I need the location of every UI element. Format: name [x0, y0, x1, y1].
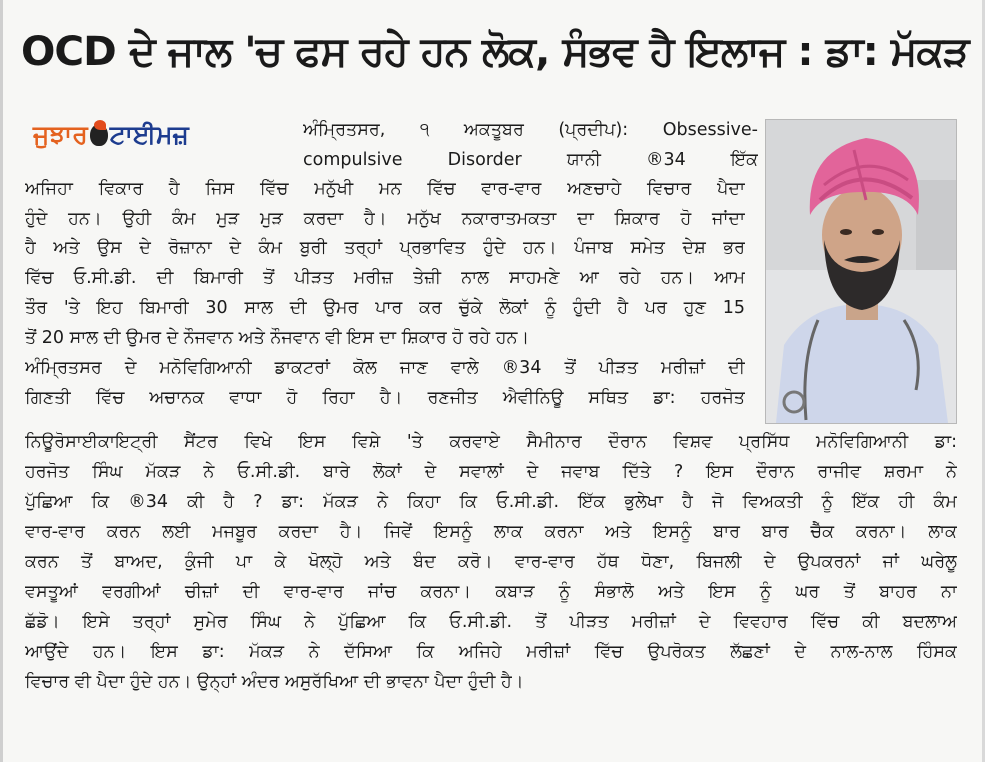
article-line: ਕਰਨ ਤੋਂ ਬਾਅਦ, ਕੁੰਜੀ ਪਾ ਕੇ ਖੋਲ੍ਹੋ ਅਤੇ ਬੰਦ ਕਰੋ। ਵਾਰ-ਵਾਰ ਹੱਥ ਧੋਣਾ, ਬਿਜਲੀ ਦੇ ਉਪਕਰਨਾਂ ਜਾਂ ਘਰੇਲੂ — [25, 552, 957, 572]
logo-text-part2: ਟਾਈਮਜ਼ — [109, 120, 189, 149]
article-line: ਨਿਊਰੋਸਾਈਕਾਇਟ੍ਰੀ ਸੈਂਟਰ ਵਿਖੇ ਇਸ ਵਿਸ਼ੇ 'ਤੇ ਕਰਵਾਏ ਸੈਮੀਨਾਰ ਦੌਰਾਨ ਵਿਸ਼ਵ ਪ੍ਰਸਿੱਧ ਮਨੋਵਿਗਿਆਨੀ ਡਾ: — [25, 432, 957, 452]
article-line: ਅੰਮ੍ਰਿਤਸਰ ਦੇ ਮਨੋਵਿਗਿਆਨੀ ਡਾਕਟਰਾਂ ਕੋਲ ਜਾਣ ਵਾਲੇ ®34 ਤੋਂ ਪੀੜਤ ਮਰੀਜ਼ਾਂ ਦੀ — [25, 358, 745, 378]
article-line: ਪੁੱਛਿਆ ਕਿ ®34 ਕੀ ਹੈ ? ਡਾ: ਮੱਕੜ ਨੇ ਕਿਹਾ ਕਿ ਓ.ਸੀ.ਡੀ. ਇੱਕ ਭੁਲੇਖਾ ਹੈ ਜੋ ਵਿਅਕਤੀ ਨੂੰ ਇੱਕ ਹੀ ਕੰਮ — [25, 492, 957, 512]
article-line: ਹੁੰਦੇ ਹਨ। ਉਹੀ ਕੰਮ ਮੁੜ ਮੁੜ ਕਰਦਾ ਹੈ। ਮਨੁੱਖ ਨਕਾਰਾਤਮਕਤਾ ਦਾ ਸ਼ਿਕਾਰ ਹੋ ਜਾਂਦਾ — [25, 209, 745, 229]
headline: OCD ਦੇ ਜਾਲ 'ਚ ਫਸ ਰਹੇ ਹਨ ਲੋਕ, ਸੰਭਵ ਹੈ ਇਲਾਜ : ਡਾ: ਮੱਕੜ — [21, 27, 969, 75]
article-line: ਅਜਿਹਾ ਵਿਕਾਰ ਹੈ ਜਿਸ ਵਿੱਚ ਮਨੁੱਖੀ ਮਨ ਵਿੱਚ ਵਾਰ-ਵਾਰ ਅਣਚਾਹੇ ਵਿਚਾਰ ਪੈਦਾ — [25, 179, 745, 199]
article-line: ਹਰਜੋਤ ਸਿੰਘ ਮੱਕੜ ਨੇ ਓ.ਸੀ.ਡੀ. ਬਾਰੇ ਲੋਕਾਂ ਦੇ ਸਵਾਲਾਂ ਦੇ ਜਵਾਬ ਦਿੱਤੇ ? ਇਸ ਦੌਰਾਨ ਰਾਜੀਵ ਸ਼ਰਮਾ ਨੇ — [25, 462, 957, 482]
article-line: ਅੰਮ੍ਰਿਤਸਰ, ੧ ਅਕਤੂਬਰ (ਪ੍ਰਦੀਪ): Obsessive- — [303, 120, 758, 140]
article-line: ਗਿਣਤੀ ਵਿੱਚ ਅਚਾਨਕ ਵਾਧਾ ਹੋ ਰਿਹਾ ਹੈ। ਰਣਜੀਤ ਐਵੀਨਿਊ ਸਥਿਤ ਡਾ: ਹਰਜੋਤ — [25, 388, 745, 408]
article-line: ਤੋਂ 20 ਸਾਲ ਦੀ ਉਮਰ ਦੇ ਨੌਜਵਾਨ ਅਤੇ ਨੌਜਵਾਨ ਵੀ ਇਸ ਦਾ ਸ਼ਿਕਾਰ ਹੋ ਰਹੇ ਹਨ। — [25, 328, 530, 348]
article-line: ਵਸਤੂਆਂ ਵਰਗੀਆਂ ਚੀਜ਼ਾਂ ਦੀ ਵਾਰ-ਵਾਰ ਜਾਂਚ ਕਰਨਾ। ਕਬਾੜ ਨੂੰ ਸੰਭਾਲੋ ਅਤੇ ਇਸ ਨੂੰ ਘਰ ਤੋਂ ਬਾਹਰ ਨਾ — [25, 582, 957, 602]
article-line: ਵਿਚਾਰ ਵੀ ਪੈਦਾ ਹੁੰਦੇ ਹਨ। ਉਨ੍ਹਾਂ ਅੰਦਰ ਅਸੁਰੱਖਿਆ ਦੀ ਭਾਵਨਾ ਪੈਦਾ ਹੁੰਦੀ ਹੈ। — [25, 672, 524, 692]
article-line: ਹੈ ਅਤੇ ਉਸ ਦੇ ਰੋਜ਼ਾਨਾ ਦੇ ਕੰਮ ਬੁਰੀ ਤਰ੍ਹਾਂ ਪ੍ਰਭਾਵਿਤ ਹੁੰਦੇ ਹਨ। ਪੰਜਾਬ ਸਮੇਤ ਦੇਸ਼ ਭਰ — [25, 238, 745, 258]
article-line: ਤੌਰ 'ਤੇ ਇਹ ਬਿਮਾਰੀ 30 ਸਾਲ ਦੀ ਉਮਰ ਪਾਰ ਕਰ ਚੁੱਕੇ ਲੋਕਾਂ ਨੂੰ ਹੁੰਦੀ ਹੈ ਪਰ ਹੁਣ 15 — [25, 298, 745, 318]
logo-text-part1: ਜੁਝਾਰ — [33, 120, 88, 149]
article-line: ਆਉਂਦੇ ਹਨ। ਇਸ ਡਾ: ਮੱਕੜ ਨੇ ਦੱਸਿਆ ਕਿ ਅਜਿਹੇ ਮਰੀਜ਼ਾਂ ਵਿੱਚ ਉਪਰੋਕਤ ਲੱਛਣਾਂ ਦੇ ਨਾਲ-ਨਾਲ ਹਿੰਸਕ — [25, 642, 957, 662]
article-body — [3, 0, 985, 762]
article-line: compulsive Disorder ਯਾਨੀ ®34 ਇੱਕ — [303, 150, 758, 170]
article-line: ਛੱਡੋ। ਇਸੇ ਤਰ੍ਹਾਂ ਸੁਮੇਰ ਸਿੰਘ ਨੇ ਪੁੱਛਿਆ ਕਿ ਓ.ਸੀ.ਡੀ. ਤੋਂ ਪੀੜਤ ਮਰੀਜ਼ਾਂ ਦੇ ਵਿਵਹਾਰ ਵਿੱਚ ਕੀ ਬਦਲਾਅ — [25, 612, 957, 632]
article-line: ਵਾਰ-ਵਾਰ ਕਰਨ ਲਈ ਮਜਬੂਰ ਕਰਦਾ ਹੈ। ਜਿਵੇਂ ਇਸਨੂੰ ਲਾਕ ਕਰਨਾ ਅਤੇ ਇਸਨੂੰ ਬਾਰ ਬਾਰ ਚੈੱਕ ਕਰਨਾ। ਲਾਕ — [25, 522, 957, 542]
article-line: ਵਿੱਚ ਓ.ਸੀ.ਡੀ. ਦੀ ਬਿਮਾਰੀ ਤੋਂ ਪੀੜਤ ਮਰੀਜ਼ ਤੇਜ਼ੀ ਨਾਲ ਸਾਹਮਣੇ ਆ ਰਹੇ ਹਨ। ਆਮ — [25, 268, 745, 288]
